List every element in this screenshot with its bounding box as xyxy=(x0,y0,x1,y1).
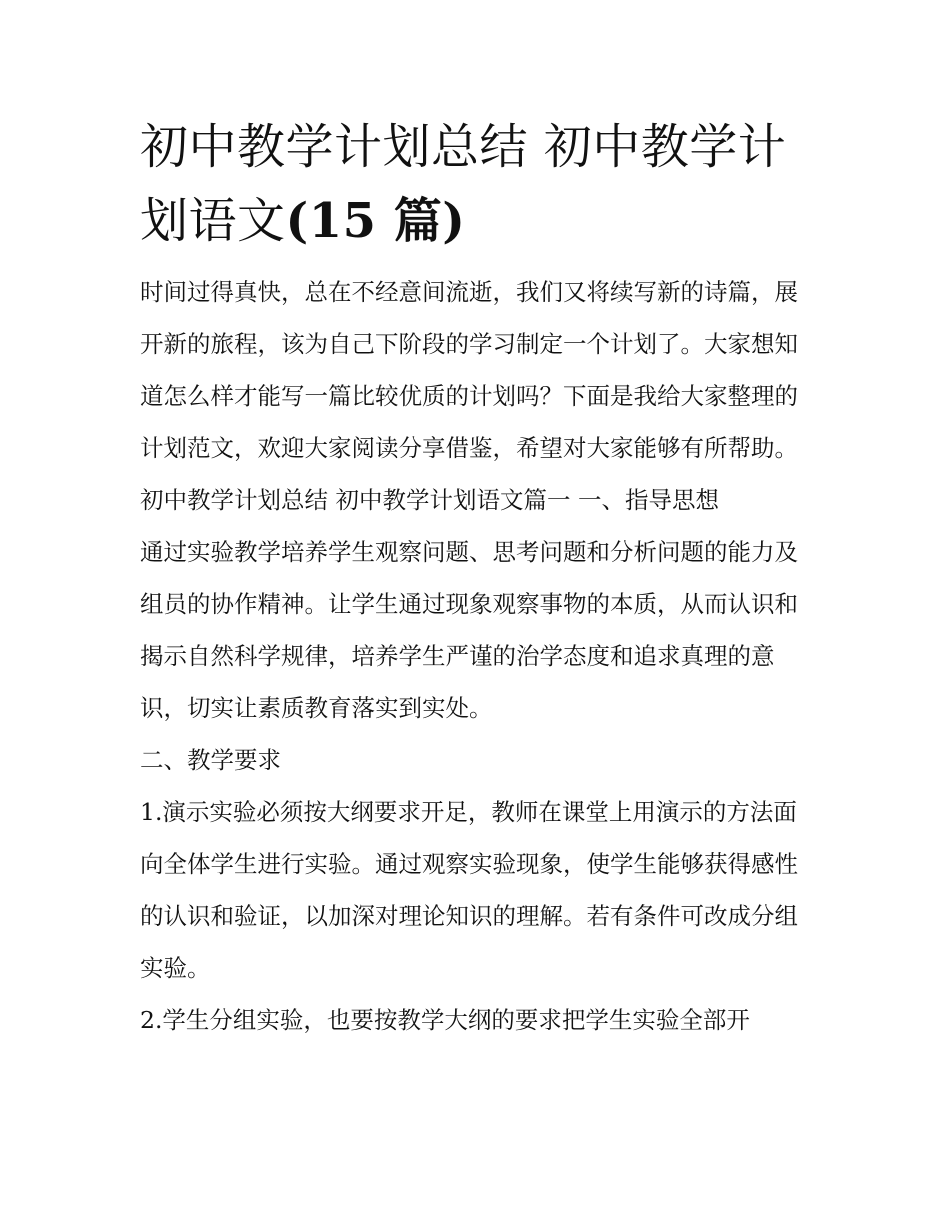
title-count: (15 篇) xyxy=(285,193,466,249)
section-heading-2: 二、教学要求 xyxy=(140,746,281,774)
requirement-1-paragraph: 1.演示实验必须按大纲要求开足，教师在课堂上用演示的方法面向全体学生进行实验。通过观察实验现象，使学生能够获得感性的认识和验证，以加深对理论知识的理解。若有条件可改成分组实验。 xyxy=(140,798,798,982)
intro-paragraph: 时间过得真快，总在不经意间流逝，我们又将续写新的诗篇，展开新的旅程，该为自己下阶段的学习制定一个计划了。大家想知道怎么样才能写一篇比较优质的计划吗？下面是我给大家整理的计划范文，欢迎大家阅读分享借鉴，希望对大家能够有所帮助。 xyxy=(140,278,798,462)
requirement-2-paragraph: 2.学生分组实验，也要按教学大纲的要求把学生实验全部开 xyxy=(140,1006,750,1034)
section-heading-1: 初中教学计划总结 初中教学计划语文篇一 一、指导思想 xyxy=(140,486,719,514)
title-text: 初中教学计划总结 初中教学计划语文 xyxy=(140,119,787,249)
document-page xyxy=(140,110,820,1046)
guiding-thought-paragraph: 通过实验教学培养学生观察问题、思考问题和分析问题的能力及组员的协作精神。让学生通过现象观察事物的本质，从而认识和揭示自然科学规律，培养学生严谨的治学态度和追求真理的意识，切实让素质教育落实到实处。 xyxy=(140,538,798,722)
document-title xyxy=(140,110,820,258)
